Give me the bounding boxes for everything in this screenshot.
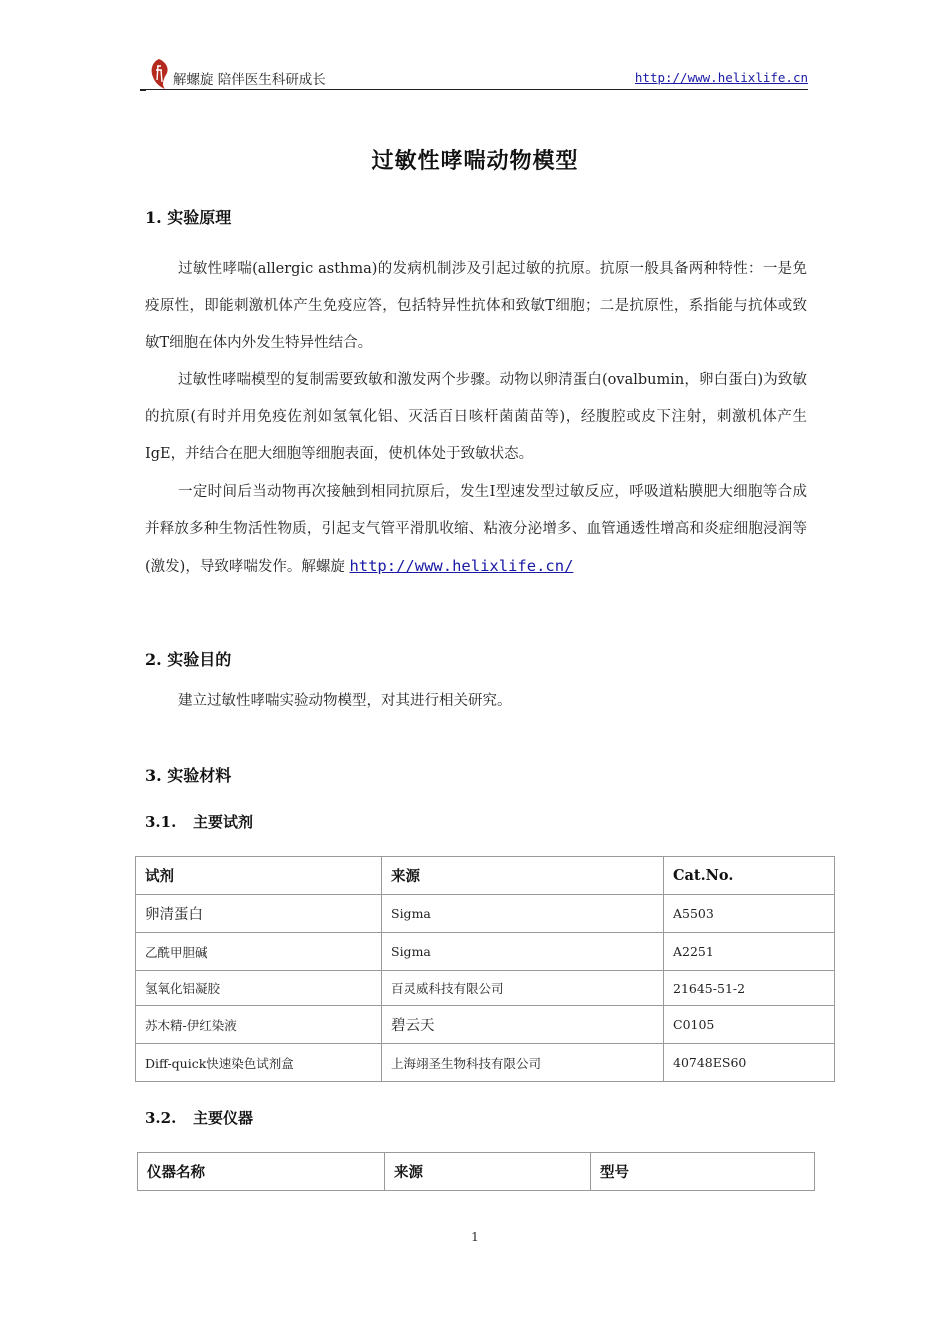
table-row xyxy=(136,1006,835,1044)
header-divider xyxy=(140,89,808,91)
reagent-cat-cell: A2251 xyxy=(664,933,835,971)
table-row xyxy=(136,895,835,933)
section-2-paragraph: 建立过敏性哮喘实验动物模型，对其进行相关研究。 xyxy=(178,693,512,709)
reagent-name-cell: Diff-quick快速染色试剂盒 xyxy=(136,1044,382,1082)
subsection-3-1-heading xyxy=(145,811,253,832)
subsection-title: 主要试剂 xyxy=(193,813,254,831)
reagent-cat-cell: 40748ES60 xyxy=(664,1044,835,1082)
table-header-cell: 来源 xyxy=(385,1153,591,1191)
reagent-name-cell: 苏木精-伊红染液 xyxy=(136,1006,382,1044)
section-1-paragraph-3 xyxy=(145,474,807,586)
table-row xyxy=(136,1044,835,1082)
helixlife-link[interactable]: http://www.helixlife.cn/ xyxy=(349,557,574,575)
table-header-row xyxy=(136,857,835,895)
helix-seal-logo-icon xyxy=(148,58,170,90)
paragraph-3-text: 一定时间后当动物再次接触到相同抗原后，发生Ⅰ型速发型过敏反应，呼吸道粘膜肥大细胞等合成并释放多种生物活性物质，引起支气管平滑肌收缩、粘液分泌增多、血管通透性增高和炎症细胞浸润等(激发)，导致哮喘发作。解螺旋 xyxy=(145,484,807,575)
reagent-name-cell: 乙酰甲胆碱 xyxy=(136,933,382,971)
reagent-source-cell: 碧云天 xyxy=(382,1006,664,1044)
table-header-cell: 仪器名称 xyxy=(138,1153,385,1191)
subsection-number: 3.1. xyxy=(145,813,177,831)
page-number: 1 xyxy=(471,1229,479,1244)
table-header-cell: 试剂 xyxy=(136,857,382,895)
reagent-name-cell: 氢氧化铝凝胶 xyxy=(136,971,382,1006)
subsection-title: 主要仪器 xyxy=(193,1109,254,1127)
reagent-source-cell: 百灵威科技有限公司 xyxy=(382,971,664,1006)
reagent-name-cell: 卵清蛋白 xyxy=(136,895,382,933)
section-3-heading: 3. 实验材料 xyxy=(145,766,232,785)
instruments-table xyxy=(137,1152,815,1191)
subsection-number: 3.2. xyxy=(145,1109,177,1127)
section-1-paragraph-2: 过敏性哮喘模型的复制需要致敏和激发两个步骤。动物以卵清蛋白(ovalbumin，卵白蛋白)为致敏的抗原(有时并用免疫佐剂如氢氧化铝、灭活百日咳杆菌菌苗等)，经腹腔或皮下注射，刺激机体产生IgE，并结合在肥大细胞等细胞表面，使机体处于致敏状态。 xyxy=(145,372,807,462)
table-row xyxy=(136,971,835,1006)
table-header-row xyxy=(138,1153,815,1191)
reagent-cat-cell: A5503 xyxy=(664,895,835,933)
table-row xyxy=(136,933,835,971)
page-header xyxy=(140,58,808,90)
table-header-cell: 型号 xyxy=(591,1153,815,1191)
reagents-table xyxy=(135,856,835,1082)
reagent-cat-cell: 21645-51-2 xyxy=(664,971,835,1006)
section-1-paragraph-1: 过敏性哮喘(allergic asthma)的发病机制涉及引起过敏的抗原。抗原一般具备两种特性：一是免疫原性，即能刺激机体产生免疫应答，包括特异性抗体和致敏T细胞；二是抗原性，系指能与抗体或致敏T细胞在体内外发生特异性结合。 xyxy=(145,261,807,351)
header-url-link[interactable]: http://www.helixlife.cn xyxy=(634,70,808,85)
section-2-heading: 2. 实验目的 xyxy=(145,650,232,669)
header-tagline: 解螺旋 陪伴医生科研成长 xyxy=(173,72,326,88)
header-divider-mark xyxy=(140,89,146,91)
section-1-heading: 1. 实验原理 xyxy=(145,208,232,227)
reagent-source-cell: Sigma xyxy=(382,933,664,971)
subsection-3-2-heading xyxy=(145,1107,253,1128)
reagent-source-cell: Sigma xyxy=(382,895,664,933)
reagent-cat-cell: C0105 xyxy=(664,1006,835,1044)
document-title: 过敏性哮喘动物模型 xyxy=(371,148,579,174)
table-header-cell: Cat.No. xyxy=(664,857,835,895)
table-header-cell: 来源 xyxy=(382,857,664,895)
reagent-source-cell: 上海翊圣生物科技有限公司 xyxy=(382,1044,664,1082)
